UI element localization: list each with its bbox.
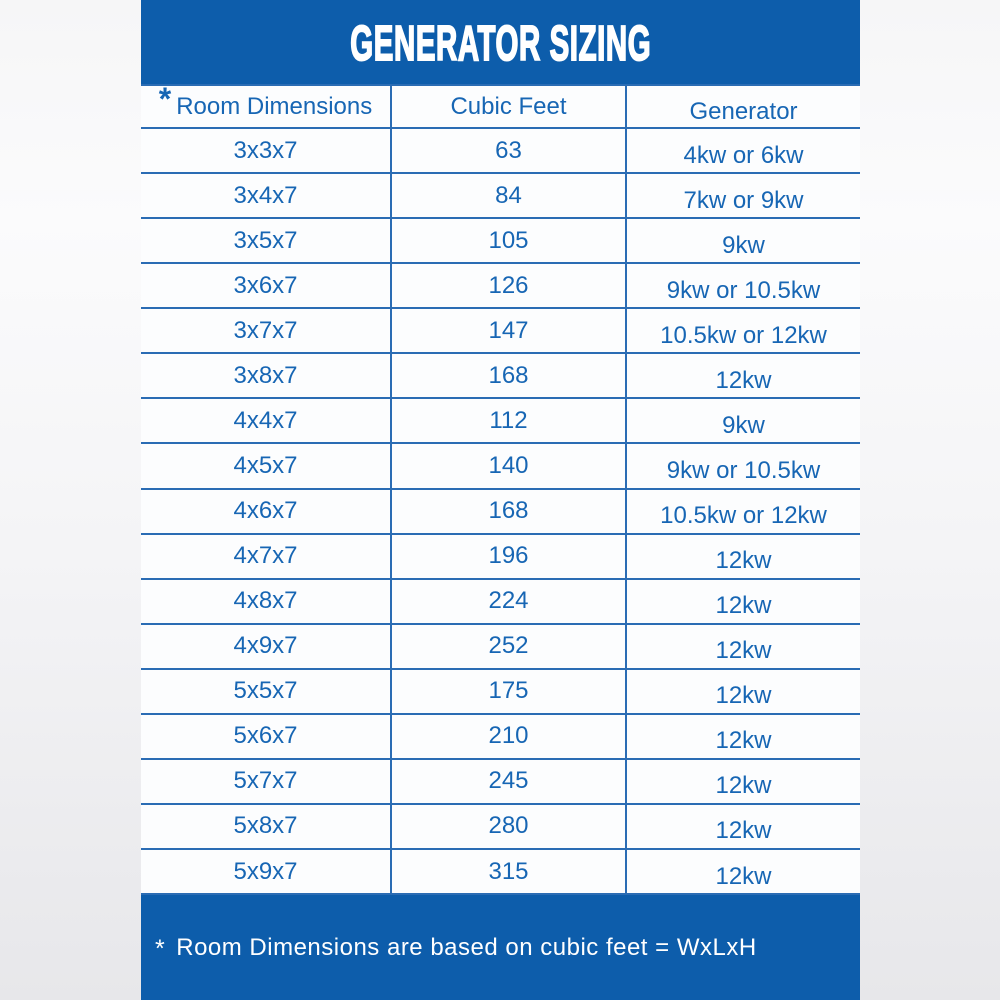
generator-value: 10.5kw or 12kw <box>660 502 827 530</box>
column-header-room-dimensions <box>141 80 390 127</box>
table-row <box>141 805 860 850</box>
generator-value: 12kw <box>715 366 772 394</box>
cubic-feet-cell: 196 <box>390 535 625 578</box>
cubic-feet-cell: 147 <box>390 309 625 352</box>
cubic-feet-cell: 210 <box>390 715 625 758</box>
cubic-feet-cell: 140 <box>390 444 625 487</box>
table-row <box>141 535 860 580</box>
generator-value: 10.5kw or 12kw <box>660 321 827 349</box>
cubic-feet-cell: 245 <box>390 760 625 803</box>
generator-value: 12kw <box>715 817 772 845</box>
room-dimensions-cell: 4x4x7 <box>233 406 298 434</box>
generator-cell <box>625 715 860 758</box>
cubic-feet-cell: 280 <box>390 805 625 848</box>
table-row <box>141 490 860 535</box>
room-dimensions-cell: 5x7x7 <box>233 767 298 795</box>
generator-value: 12kw <box>715 727 772 755</box>
generator-value: 12kw <box>715 772 772 800</box>
generator-sizing-panel <box>141 0 860 1000</box>
generator-value: 4kw or 6kw <box>683 141 804 169</box>
table-row <box>141 715 860 760</box>
cubic-feet-cell: 126 <box>390 264 625 307</box>
cubic-feet-cell: 252 <box>390 625 625 668</box>
room-dimensions-cell: 5x8x7 <box>233 812 298 840</box>
generator-cell <box>625 670 860 713</box>
generator-value: 12kw <box>715 592 772 620</box>
asterisk-icon: * <box>155 935 166 963</box>
generator-cell <box>625 354 860 397</box>
room-dimensions-cell: 3x7x7 <box>233 316 298 344</box>
room-dimensions-cell: 4x9x7 <box>233 632 298 660</box>
footnote-label: Room Dimensions are based on cubic feet = WxLxH <box>176 934 757 961</box>
table-row <box>141 670 860 715</box>
cubic-feet-cell: 168 <box>390 354 625 397</box>
room-dimensions-cell: 5x6x7 <box>233 722 298 750</box>
generator-cell <box>625 760 860 803</box>
table-row <box>141 264 860 309</box>
table-row <box>141 625 860 670</box>
title-bar <box>141 0 860 84</box>
generator-value: 12kw <box>715 862 772 890</box>
room-dimensions-cell: 3x5x7 <box>233 226 298 254</box>
generator-value: 7kw or 9kw <box>683 186 804 214</box>
room-dimensions-cell: 4x7x7 <box>233 542 298 570</box>
cubic-feet-cell: 315 <box>390 850 625 893</box>
generator-cell <box>625 219 860 262</box>
generator-cell <box>625 850 860 893</box>
table-row <box>141 444 860 489</box>
table-row <box>141 309 860 354</box>
cubic-feet-cell: 168 <box>390 490 625 533</box>
generator-value: 9kw or 10.5kw <box>666 276 821 304</box>
table-header-row <box>141 80 860 129</box>
table-row <box>141 219 860 264</box>
generator-cell <box>625 490 860 533</box>
cubic-feet-cell: 224 <box>390 580 625 623</box>
table-row <box>141 129 860 174</box>
column-header-label: Generator <box>689 97 798 125</box>
room-dimensions-cell: 3x6x7 <box>233 271 298 299</box>
room-dimensions-cell: 4x6x7 <box>233 497 298 525</box>
cubic-feet-cell: 112 <box>390 399 625 442</box>
generator-cell <box>625 805 860 848</box>
generator-cell <box>625 625 860 668</box>
table-row <box>141 354 860 399</box>
room-dimensions-cell: 4x8x7 <box>233 587 298 615</box>
generator-cell <box>625 535 860 578</box>
table-row <box>141 760 860 805</box>
generator-value: 9kw or 10.5kw <box>666 456 821 484</box>
generator-cell <box>625 264 860 307</box>
column-header-cubic-feet <box>390 86 625 127</box>
generator-value: 12kw <box>715 547 772 575</box>
cubic-feet-cell: 105 <box>390 219 625 262</box>
generator-value: 9kw <box>722 411 765 439</box>
room-dimensions-cell: 5x9x7 <box>233 857 298 885</box>
column-header-label: Cubic Feet <box>450 92 567 120</box>
table-row <box>141 850 860 895</box>
generator-value: 12kw <box>715 682 772 710</box>
table-row <box>141 580 860 625</box>
cubic-feet-cell: 175 <box>390 670 625 713</box>
cubic-feet-cell: 84 <box>390 174 625 217</box>
sizing-table <box>141 80 860 895</box>
generator-cell <box>625 399 860 442</box>
generator-value: 9kw <box>722 231 765 259</box>
room-dimensions-cell: 3x4x7 <box>233 181 298 209</box>
footnote-bar <box>141 895 860 1000</box>
footnote-text <box>155 933 757 962</box>
table-row <box>141 174 860 219</box>
generator-value: 12kw <box>715 637 772 665</box>
generator-cell <box>625 129 860 172</box>
generator-cell <box>625 444 860 487</box>
column-header-label: Room Dimensions <box>176 92 373 120</box>
room-dimensions-cell: 4x5x7 <box>233 451 298 479</box>
cubic-feet-cell: 63 <box>390 129 625 172</box>
room-dimensions-cell: 3x8x7 <box>233 361 298 389</box>
room-dimensions-cell: 5x5x7 <box>233 677 298 705</box>
column-header-generator <box>625 86 860 127</box>
page-title: GENERATOR SIZING <box>350 16 651 71</box>
generator-cell <box>625 309 860 352</box>
generator-cell <box>625 174 860 217</box>
room-dimensions-cell: 3x3x7 <box>233 136 298 164</box>
asterisk-icon: * <box>158 80 172 117</box>
generator-cell <box>625 580 860 623</box>
table-row <box>141 399 860 444</box>
